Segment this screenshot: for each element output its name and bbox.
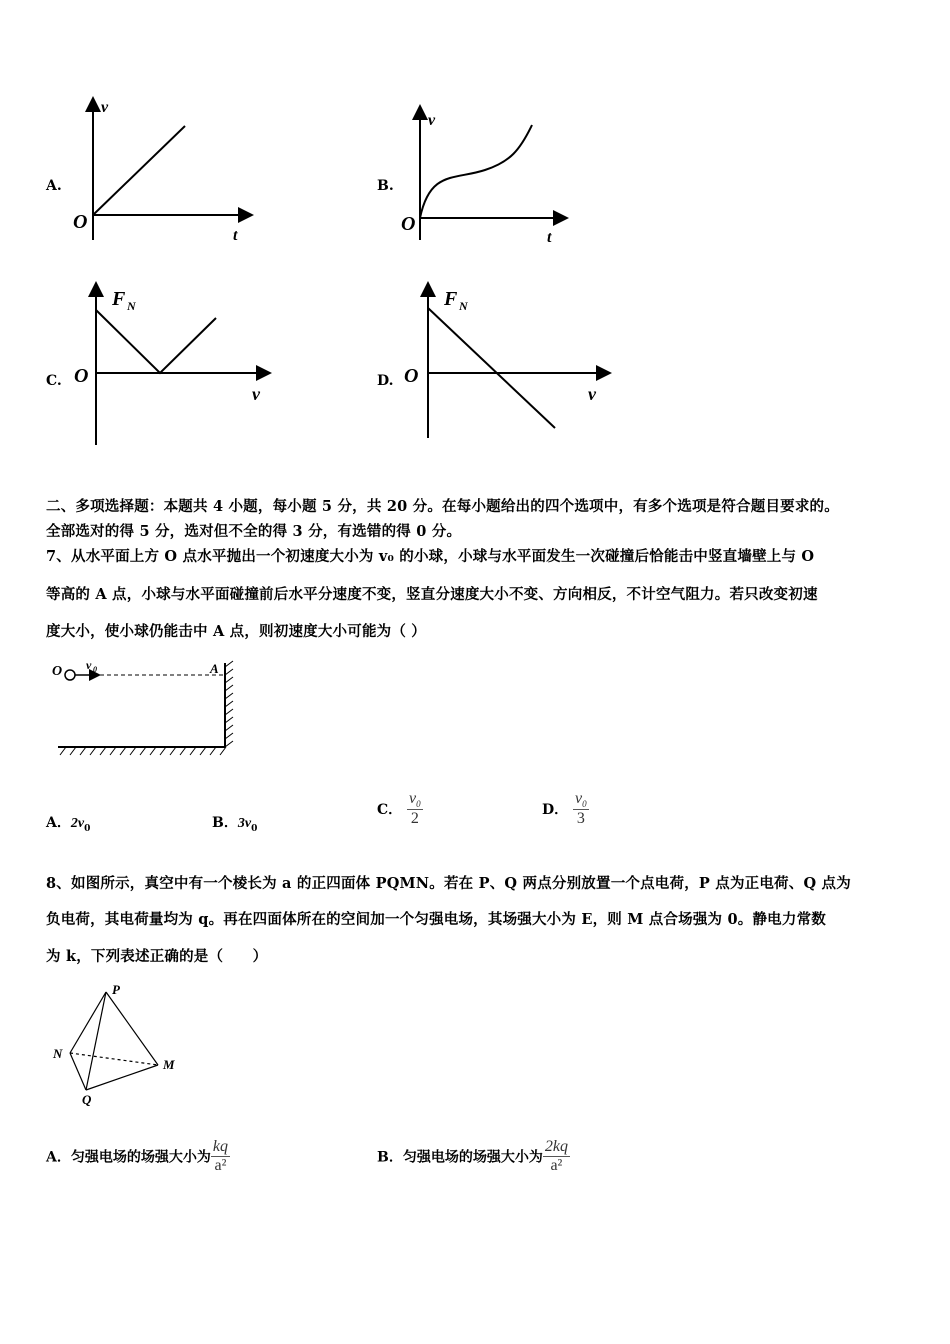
svg-text:v: v	[588, 384, 596, 404]
svg-text:A: A	[210, 661, 219, 676]
svg-text:O: O	[73, 211, 88, 233]
q8-text-line2: 负电荷，其电荷量均为 q。再在四面体所在的空间加一个匀强电场，其场强大小为 E，则 M 点合场强为 0。静电力常数	[46, 911, 826, 928]
svg-text:Q: Q	[82, 1092, 92, 1107]
q8-text-line1: 8、如图所示，真空中有一个棱长为 a 的正四面体 PQMN。若在 P、Q 两点分别放置一个点电荷，P 点为正电荷、Q 点为	[46, 875, 851, 892]
svg-text:v: v	[101, 99, 109, 116]
q8-text-line3: 为 k，下列表述正确的是（ ）	[46, 948, 268, 965]
graph-b-v-t-curve	[395, 100, 575, 250]
q7-figure-wall	[50, 655, 250, 760]
svg-text:v: v	[252, 384, 260, 404]
svg-text:N: N	[53, 1046, 63, 1061]
section-heading-line1: 二、多项选择题：本题共 4 小题，每小题 5 分，共 20 分。在每小题给出的四个选项中，有多个选项是符合题目要求的。	[46, 498, 839, 515]
svg-text:N: N	[127, 299, 136, 313]
q7-text-line3: 度大小，使小球仍能击中 A 点，则初速度大小可能为（ ）	[46, 623, 426, 640]
q7-option-d[interactable]: D． $\frac{v_0}{3}$	[542, 790, 587, 828]
section-heading-line2: 全部选对的得 5 分，选对但不全的得 3 分，有选错的得 0 分。	[46, 523, 462, 540]
graph-d-fn-v-linear	[400, 280, 615, 440]
svg-text:v: v	[86, 658, 92, 672]
svg-text:M: M	[163, 1057, 175, 1072]
svg-text:t: t	[233, 227, 238, 244]
graph-a-v-t-linear	[65, 90, 265, 250]
q7-option-b[interactable]: B．$3v_0$	[212, 815, 258, 834]
graph-c-fn-v-vshape	[68, 280, 278, 450]
svg-text:t: t	[547, 229, 552, 246]
svg-text:F: F	[444, 288, 458, 310]
q8-option-b[interactable]: B．匀强电场的场强大小为 $\frac{2kq}{\text{a²}}$	[377, 1138, 568, 1174]
option-d-label: D.	[377, 373, 394, 389]
svg-text:O: O	[52, 664, 63, 679]
svg-text:O: O	[74, 365, 89, 387]
option-c-label: C.	[46, 373, 62, 389]
q8-option-a[interactable]: A．匀强电场的场强大小为 $\frac{kq}{\text{a²}}$	[46, 1138, 228, 1174]
svg-text:P: P	[112, 982, 120, 997]
q7-option-c[interactable]: C． $\frac{v_0}{2}$	[377, 790, 421, 828]
q7-text-line2: 等高的 A 点，小球与水平面碰撞前后水平分速度不变，竖直分速度大小不变、方向相反，不计空气阻力。若只改变初速	[46, 586, 818, 603]
svg-text:0: 0	[93, 665, 97, 674]
svg-text:O: O	[404, 365, 419, 387]
option-b-label: B.	[377, 178, 394, 194]
q8-figure-tetrahedron	[50, 980, 190, 1110]
svg-text:v: v	[428, 112, 436, 129]
option-a-label: A.	[46, 178, 62, 194]
q7-text-line1: 7、从水平面上方 O 点水平抛出一个初速度大小为 v₀ 的小球，小球与水平面发生一次碰撞后恰能击中竖直墙壁上与 O	[46, 548, 815, 565]
q7-option-a[interactable]: A．$2v_0$	[46, 815, 91, 834]
svg-text:N: N	[459, 299, 468, 313]
svg-text:F: F	[112, 288, 126, 310]
svg-text:O: O	[401, 213, 416, 235]
